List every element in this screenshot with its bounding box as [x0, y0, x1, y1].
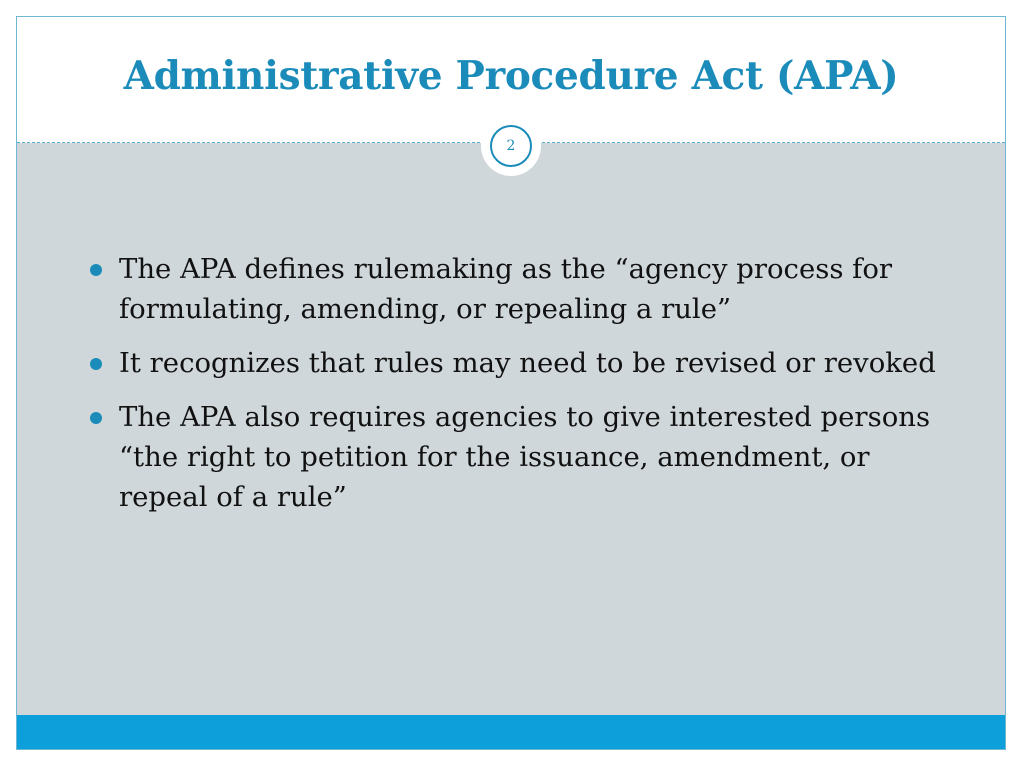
bullet-list [87, 249, 947, 531]
content-area [17, 143, 1005, 717]
page-number: 2 [506, 138, 516, 154]
slide [16, 16, 1006, 750]
bullet-dot-icon [90, 264, 102, 276]
page-number-ring [490, 125, 532, 167]
bullet-dot-icon [90, 358, 102, 370]
bullet-text: The APA also requires agencies to give interested persons “the right to petition for the issuance, amendment, or repeal of a rule” [119, 401, 931, 513]
bottom-accent-bar [17, 715, 1005, 749]
bullet-text: The APA defines rulemaking as the “agency process for formulating, amending, or repealing a rule” [119, 253, 893, 325]
bullet-dot-icon [90, 412, 102, 424]
bullet-item [87, 343, 947, 383]
bullet-text: It recognizes that rules may need to be revised or revoked [119, 347, 936, 379]
slide-title: Administrative Procedure Act (APA) [123, 53, 899, 99]
bullet-item [87, 249, 947, 329]
bullet-item [87, 397, 947, 517]
page-number-badge [481, 116, 541, 176]
